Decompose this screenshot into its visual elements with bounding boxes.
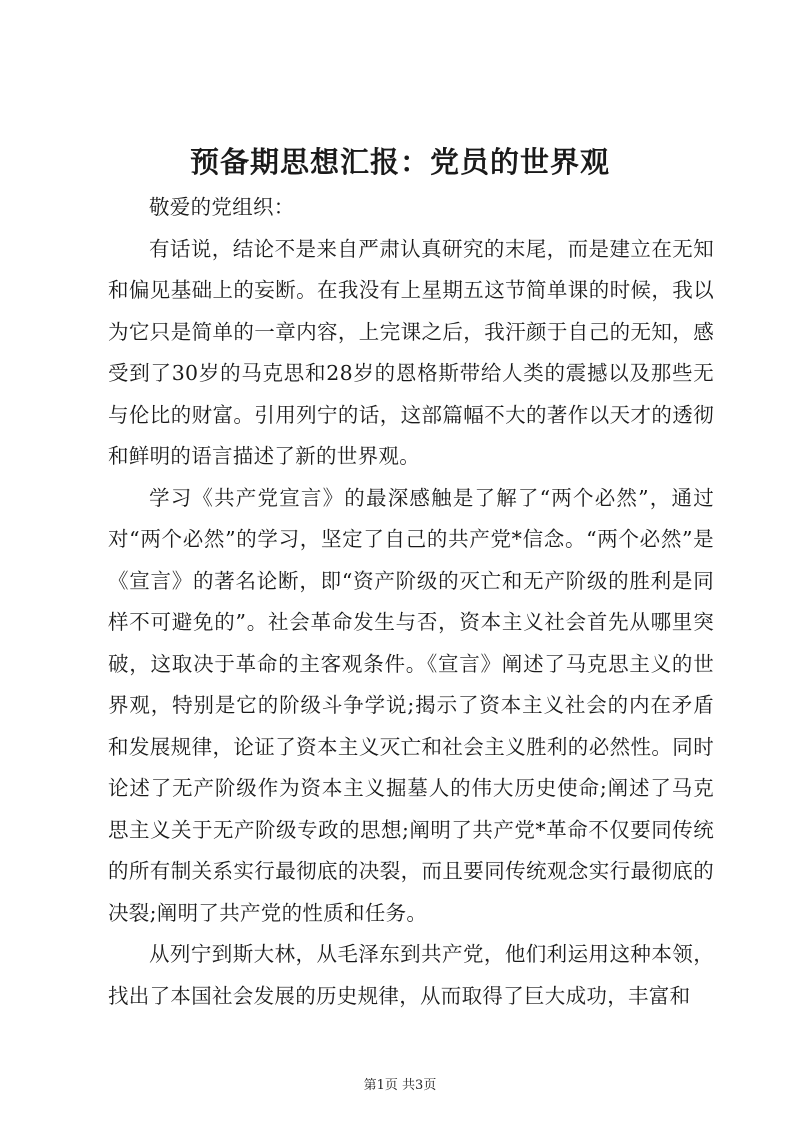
document-title: 预备期思想汇报：党员的世界观 [189, 145, 610, 179]
paragraph-3: 从列宁到斯大林，从毛泽东到共产党，他们利运用这种本领，找出了本国社会发展的历史规律，从而取得了巨大成功，丰富和 [108, 942, 714, 1008]
salutation: 敬爱的党组织： [149, 195, 295, 219]
page-footer: 第1页 共3页 [363, 1078, 437, 1093]
paragraph-1: 有话说，结论不是来自严肃认真研究的末尾，而是建立在无知和偏见基础上的妄断。在我没有上星期五这节简单课的时候，我以为它只是简单的一章内容，上完课之后，我汗颜于自己的无知，感受到了30岁的马克思和28岁的恩格斯带给人类的震撼以及那些无与伦比的财富。引用列宁的话，这部篇幅不大的著作以天才的透彻和鲜明的语言描述了新的世界观。 [108, 236, 714, 468]
paragraph-2: 学习《共产党宣言》的最深感触是了解了“两个必然”，通过对“两个必然”的学习，坚定了自己的共产党*信念。“两个必然”是《宣言》的著名论断，即“资产阶级的灭亡和无产阶级的胜利是同样不可避免的”。社会革命发生与否，资本主义社会首先从哪里突破，这取决于革命的主客观条件。《宣言》阐述了马克思主义的世界观，特别是它的阶级斗争学说;揭示了资本主义社会的内在矛盾和发展规律，论证了资本主义灭亡和社会主义胜利的必然性。同时论述了无产阶级作为资本主义掘墓人的伟大历史使命;阐述了马克思主义关于无产阶级专政的思想;阐明了共产党*革命不仅要同传统的所有制关系实行最彻底的决裂，而且要同传统观念实行最彻底的决裂;阐明了共产党的性质和任务。 [108, 485, 714, 925]
document-body [108, 187, 714, 1017]
